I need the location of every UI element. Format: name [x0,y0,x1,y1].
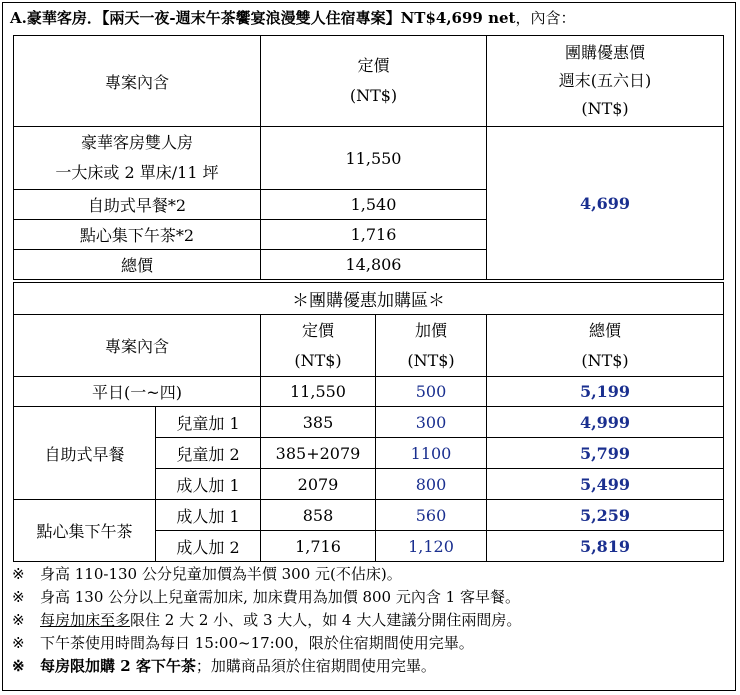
weekday-addon-price: 500 [376,377,487,407]
tea-add-1: 560 [376,500,487,531]
note-5-text-bold: 每房限加購 2 客下午茶 [40,657,196,675]
breakfast-total-2: 5,799 [487,438,724,469]
note-3-text-underlined: 每房加床至多 [40,611,131,629]
note-mark: ※ [12,634,25,652]
addon-header-item: 專案內含 [14,315,261,377]
breakfast-total-1: 4,999 [487,407,724,438]
note-5-text: ；加購商品須於住宿期間使用完畢。 [195,657,436,675]
note-3 [12,609,722,632]
addon-header-list-price: 定價 (NT$) [261,315,376,377]
row-room-price: 11,550 [261,127,487,190]
addon-table [13,282,724,562]
breakfast-sub-2: 兒童加 2 [156,438,261,469]
tea-sub-1: 成人加 1 [156,500,261,531]
note-1-text: 身高 110-130 公分兒童加價為半價 300 元(不佔床)。 [40,565,402,583]
note-5 [12,655,722,678]
weekday-total: 5,199 [487,377,724,407]
note-mark: ※ [12,588,25,606]
tea-sub-2: 成人加 2 [156,531,261,562]
row-breakfast-price: 1,540 [261,190,487,220]
note-4 [12,632,722,655]
row-breakfast-item: 自助式早餐*2 [14,190,261,220]
header-list-price: 定價 (NT$) [261,36,487,127]
breakfast-total-3: 5,499 [487,469,724,500]
tea-total-2: 5,819 [487,531,724,562]
note-2-text: 身高 130 公分以上兒童需加床, 加床費用為加價 800 元內含 1 客早餐。 [40,588,520,606]
note-1 [12,563,722,586]
breakfast-label: 自助式早餐 [14,407,156,500]
addon-header-total: 總價 (NT$) [487,315,724,377]
package-table [13,35,724,280]
addon-section-title: ＊團購優惠加購區＊ [14,283,724,315]
note-mark: ※ [12,565,25,583]
breakfast-sub-3: 成人加 1 [156,469,261,500]
tea-list-2: 1,716 [261,531,376,562]
breakfast-add-3: 800 [376,469,487,500]
breakfast-list-1: 385 [261,407,376,438]
note-4-text: 下午茶使用時間為每日 15:00~17:00，限於住宿期間使用完畢。 [40,634,474,652]
breakfast-list-3: 2079 [261,469,376,500]
package-title [10,7,576,28]
tea-total-1: 5,259 [487,500,724,531]
note-3-text: 限住 2 大 2 小、或 3 大人，如 4 大人建議分開住兩間房。 [130,611,522,629]
group-price-value: 4,699 [487,127,724,280]
header-group-price: 團購優惠價 週末(五六日) (NT$) [487,36,724,127]
breakfast-list-2: 385+2079 [261,438,376,469]
breakfast-add-1: 300 [376,407,487,438]
weekday-label: 平日(一~四) [14,377,261,407]
header-item: 專案內含 [14,36,261,127]
notes-list [12,563,722,678]
tea-add-2: 1,120 [376,531,487,562]
row-tea-item: 點心集下午茶*2 [14,220,261,250]
breakfast-add-2: 1100 [376,438,487,469]
note-2 [12,586,722,609]
row-tea-price: 1,716 [261,220,487,250]
tea-label: 點心集下午茶 [14,500,156,562]
row-total-item: 總價 [14,250,261,280]
note-mark: ※ [12,611,25,629]
package-title-main: A.豪華客房．【兩天一夜-週末午茶饗宴浪漫雙人住宿專案】NT$4,699 net [10,9,516,27]
addon-header-addon-price: 加價 (NT$) [376,315,487,377]
package-title-tail: ，內含： [515,9,576,27]
tea-list-1: 858 [261,500,376,531]
weekday-list-price: 11,550 [261,377,376,407]
note-mark: ※ [12,657,25,675]
breakfast-sub-1: 兒童加 1 [156,407,261,438]
row-room-item: 豪華客房雙人房 一大床或 2 單床/11 坪 [14,127,261,190]
row-total-price: 14,806 [261,250,487,280]
